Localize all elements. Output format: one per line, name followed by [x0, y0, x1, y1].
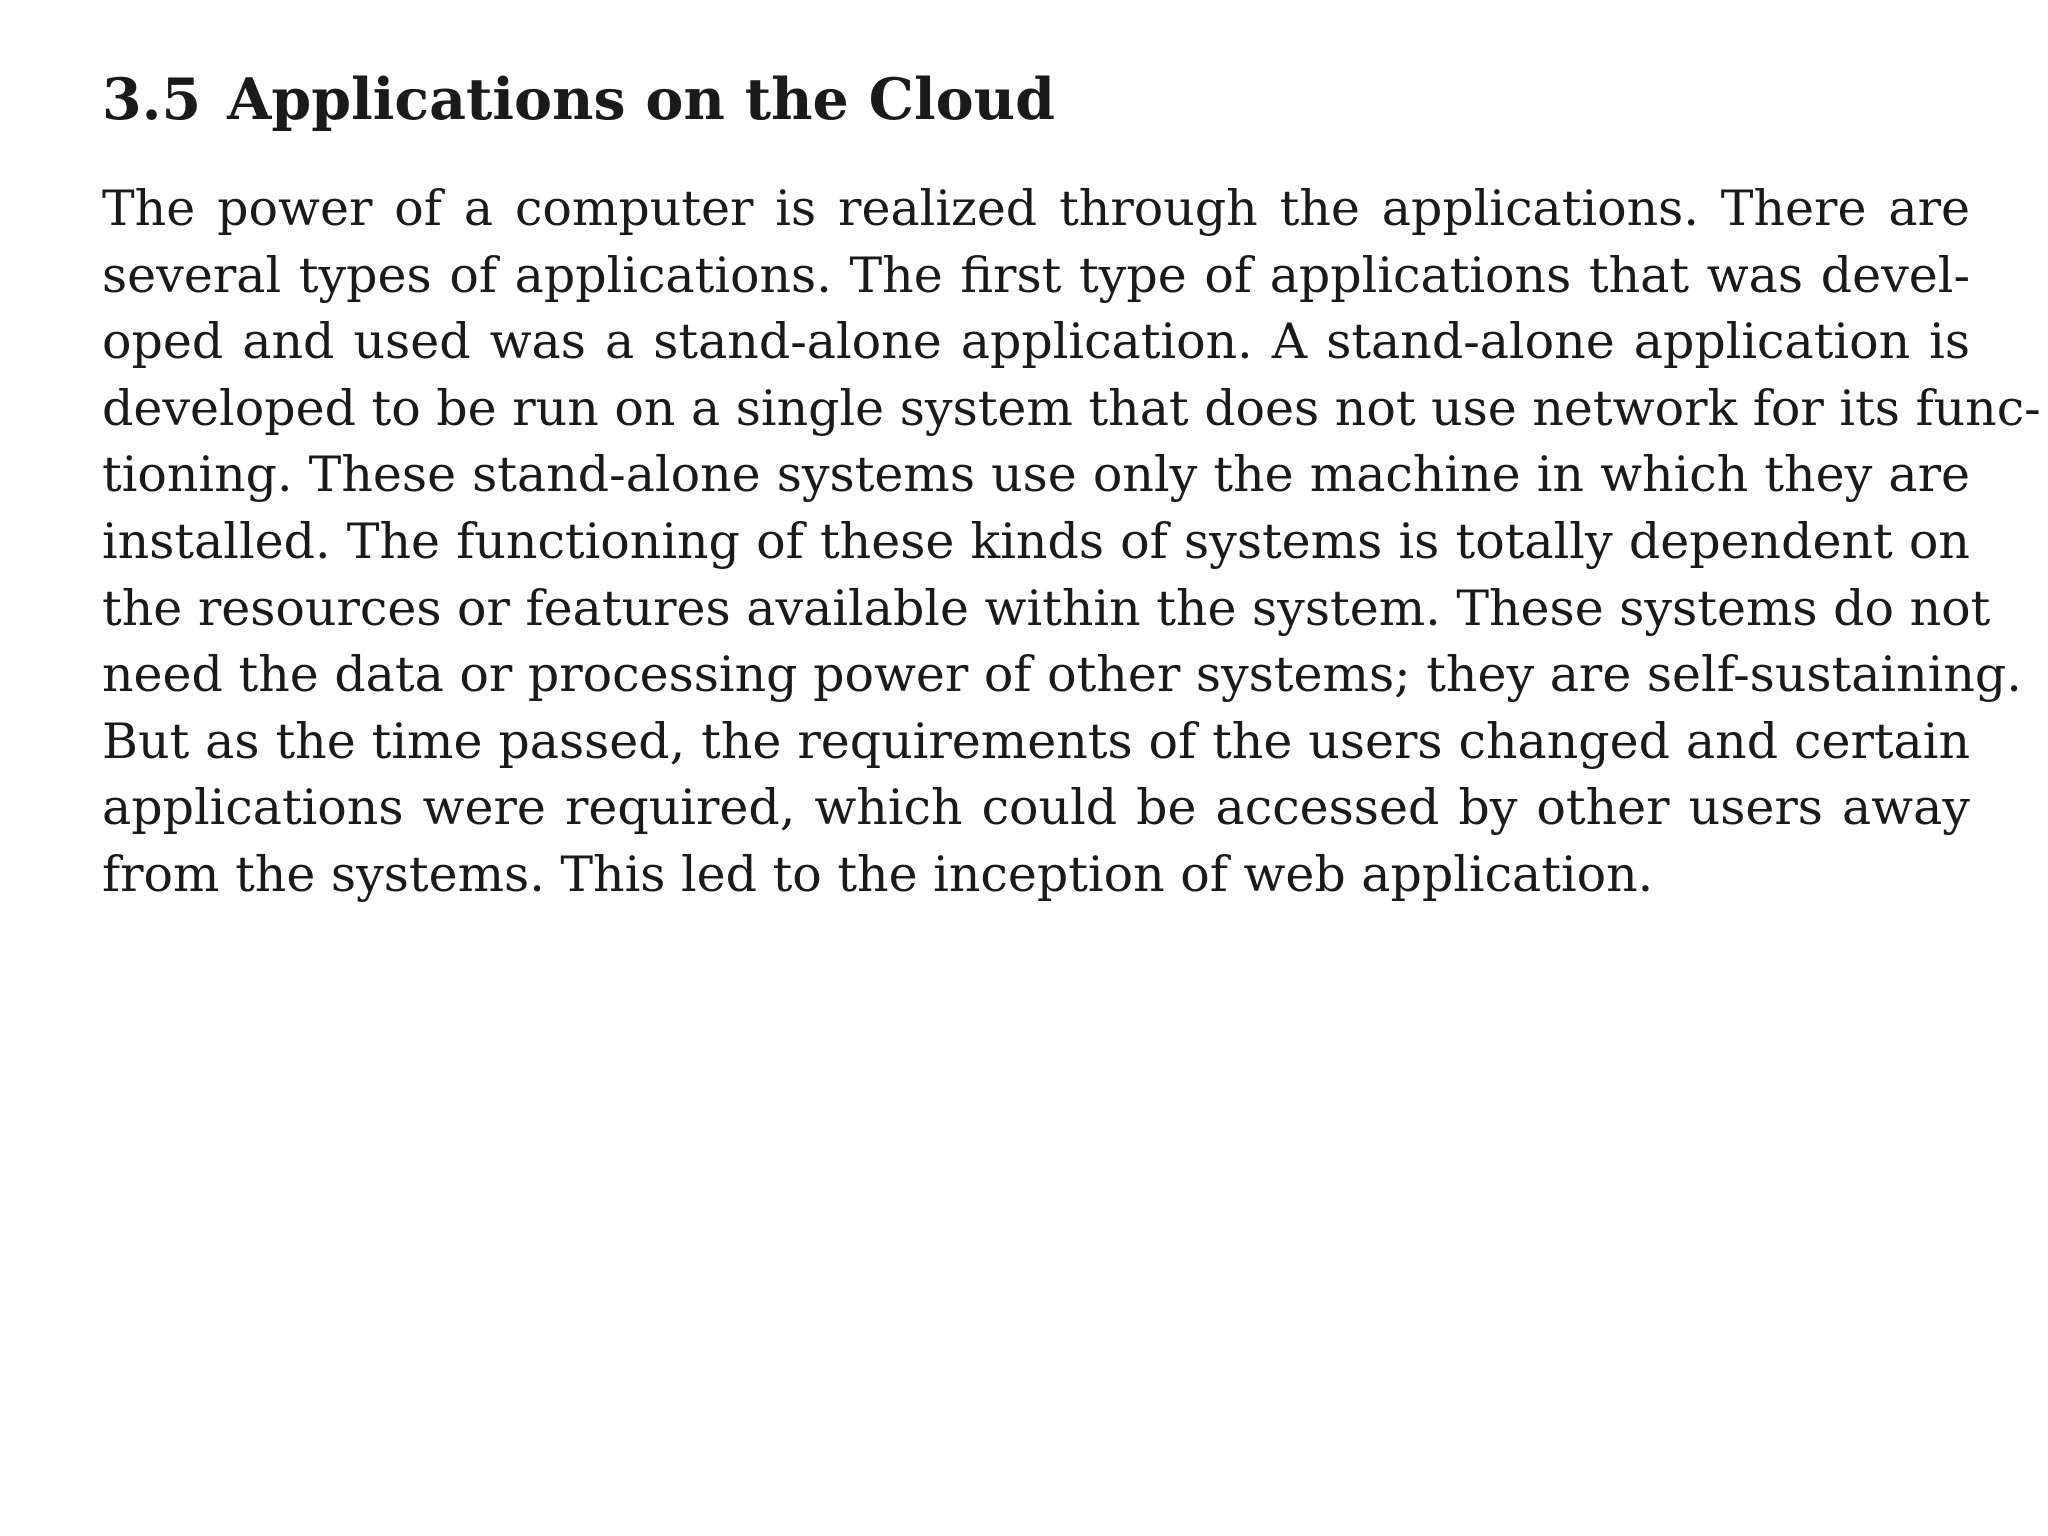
- paragraph-line: from the systems. This led to the inception of web application.: [102, 845, 1654, 903]
- paragraph-line: But as the time passed, the requirements of the users changed and certain: [102, 712, 1970, 770]
- paragraph-line: installed. The functioning of these kinds of systems is totally dependent on: [102, 512, 1970, 570]
- paragraph-line: oped and used was a stand-alone application. A stand-alone application is: [102, 313, 1970, 371]
- paragraph-line: applications were required, which could be accessed by other users away: [102, 779, 1970, 837]
- paragraph-line: developed to be run on a single system that does not use network for its func-: [102, 379, 2041, 437]
- paragraph-line: the resources or features available within the system. These systems do not: [102, 579, 1991, 637]
- paragraph-line: tioning. These stand-alone systems use only the machine in which they are: [102, 446, 1970, 504]
- section-heading: [102, 64, 1055, 136]
- body-paragraph: [102, 176, 2041, 909]
- section-number: 3.5: [102, 66, 202, 133]
- section-title: Applications on the Cloud: [227, 66, 1055, 133]
- paragraph-line: several types of applications. The first type of applications that was devel-: [102, 246, 1970, 304]
- paragraph-line: The power of a computer is realized through the applications. There are: [102, 180, 1970, 237]
- paragraph-line: need the data or processing power of other systems; they are self-sustaining.: [102, 646, 2022, 704]
